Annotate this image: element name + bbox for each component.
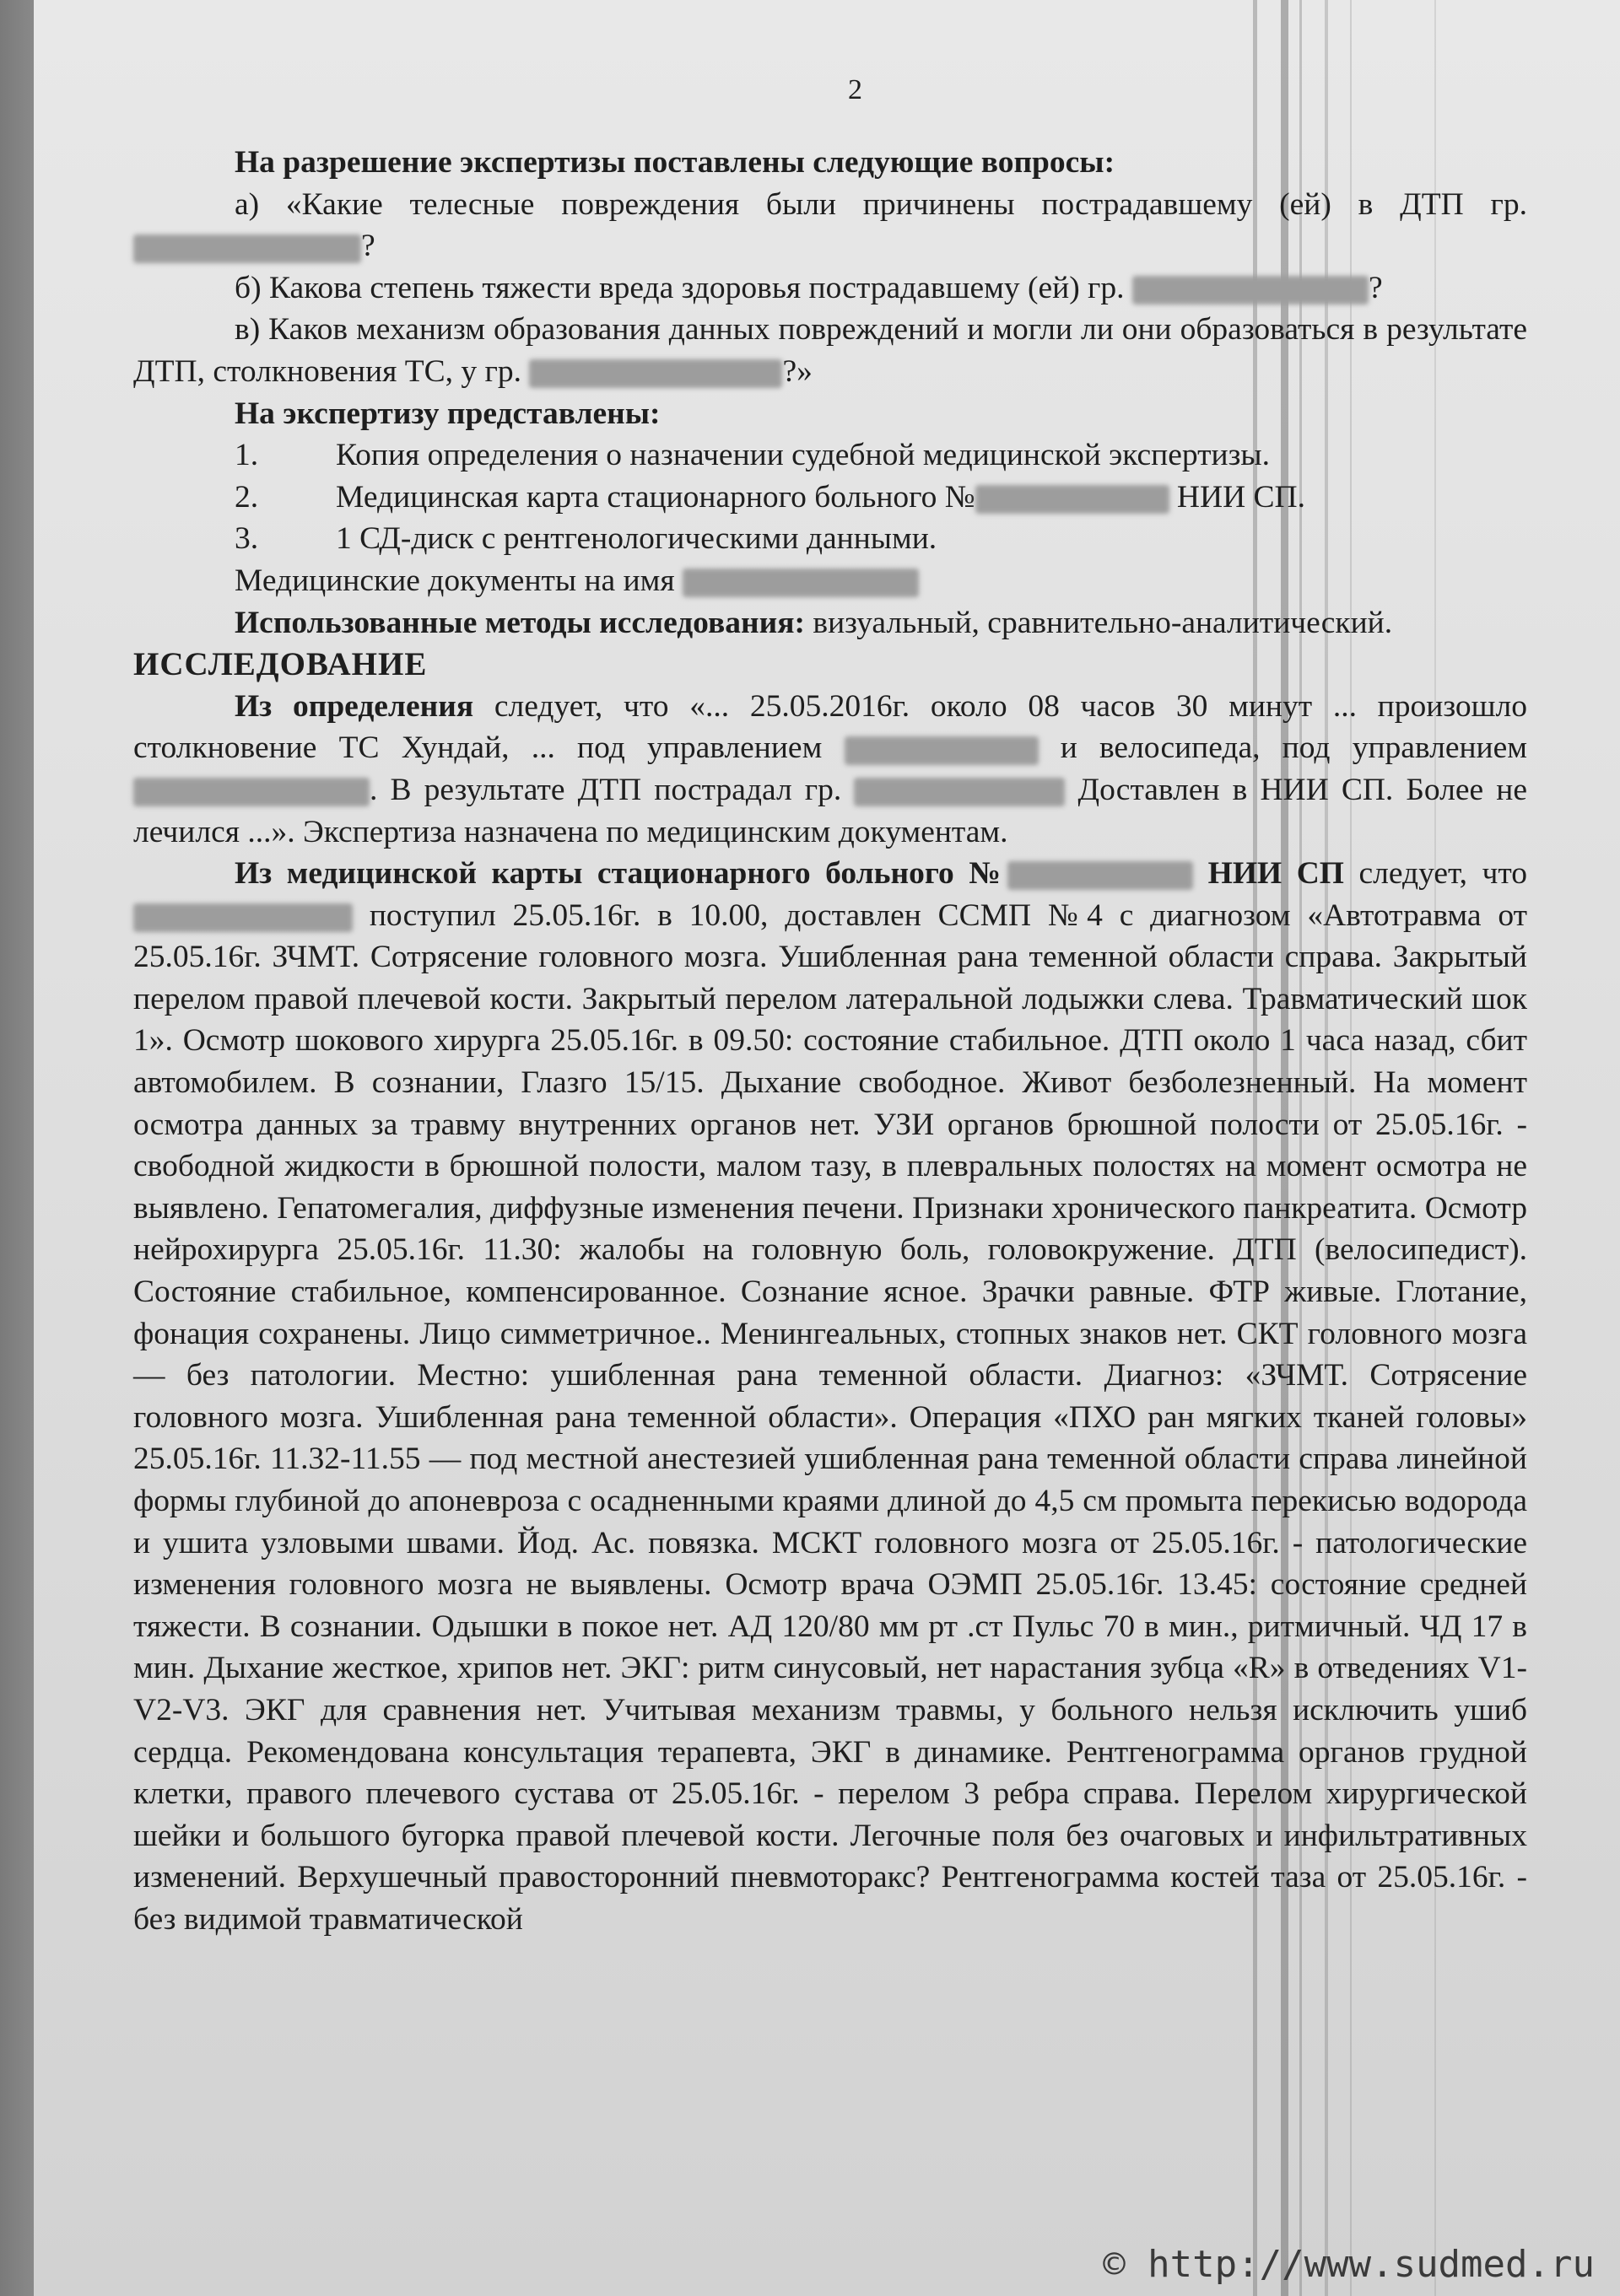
determination-text-1: следует, что «... 25.05.2016г. около 08 часов 30 минут ... произошло столкновение ТС Хундай, ... под управлением bbox=[133, 688, 1527, 766]
questions-heading: На разрешение экспертизы поставлены следующие вопросы: bbox=[235, 145, 1115, 180]
list-item-number: 3. bbox=[235, 521, 259, 557]
redacted-name bbox=[529, 359, 782, 388]
determination-paragraph bbox=[133, 686, 1527, 853]
question-b-end: ? bbox=[1368, 270, 1383, 305]
list-item bbox=[133, 518, 1527, 560]
methods-label: Использованные методы исследования: bbox=[235, 605, 805, 640]
question-a-text: а) «Какие телесные повреждения были причинены пострадавшему (ей) в ДТП гр. bbox=[235, 186, 1527, 222]
redacted-name bbox=[1132, 276, 1369, 305]
documents-owner-text: Медицинские документы на имя bbox=[235, 563, 675, 598]
question-b bbox=[133, 267, 1527, 310]
document-body bbox=[133, 142, 1527, 1941]
redacted-name bbox=[854, 778, 1065, 806]
redacted-number bbox=[1007, 861, 1193, 890]
methods-paragraph bbox=[133, 602, 1527, 644]
determination-text-3: . В результате ДТП пострадал гр. bbox=[370, 772, 842, 807]
redacted-name bbox=[845, 736, 1039, 765]
determination-text-2: и велосипеда, под управлением bbox=[1060, 730, 1527, 766]
determination-label: Из определения bbox=[235, 688, 474, 724]
question-c-end: ?» bbox=[782, 353, 813, 389]
medical-card-text-1: следует, что bbox=[1358, 856, 1527, 892]
medical-card-paragraph bbox=[133, 853, 1527, 1940]
watermark: © http://www.sudmed.ru bbox=[1103, 2243, 1595, 2286]
list-item-text-suffix: НИИ СП. bbox=[1169, 479, 1305, 515]
determination-text-4: Доставлен в НИИ СП. Более не лечился ...». Экспертиза назначена по медицинским документам. bbox=[133, 772, 1528, 849]
redacted-name bbox=[133, 234, 361, 263]
question-b-text: б) Какова степень тяжести вреда здоровья пострадавшему (ей) гр. bbox=[235, 270, 1125, 305]
list-item-text bbox=[336, 477, 1527, 519]
redacted-name bbox=[133, 778, 370, 806]
medical-card-label: Из медицинской карты стационарного больного № bbox=[235, 856, 1008, 892]
list-item-text: 1 СД-диск с рентгенологическими данными. bbox=[336, 521, 937, 557]
documents-owner bbox=[133, 560, 1527, 602]
question-c-text: в) Каков механизм образования данных повреждений и могли ли они образоваться в результате ДТП, столкновения ТС, у гр. bbox=[133, 312, 1527, 389]
presented-heading: На экспертизу представлены: bbox=[235, 396, 661, 431]
list-item-number: 2. bbox=[235, 479, 259, 515]
list-item bbox=[133, 477, 1527, 519]
list-item-text-main: Медицинская карта стационарного больного № bbox=[336, 479, 975, 515]
research-heading: ИССЛЕДОВАНИЕ bbox=[133, 646, 428, 683]
redacted-number bbox=[975, 485, 1169, 514]
medical-card-text-2: поступил 25.05.16г. в 10.00, доставлен ССМП №4 с диагнозом «Автотравма от 25.05.16г. ЗЧМТ. Сотрясение головного мозга. Ушибленная рана теменной области справа. Закрытый перелом правой плечевой кости. Закрытый перелом латеральной лодыжки слева. Травматический шок 1». Осмотр шокового хирурга 25.05.16г. в 09.50: состояние стабильное. ДТП около 1 часа назад, сбит автомобилем. В сознании, Глазго 15/15. Дыхание свободное. Живот безболезненный. На момент осмотра данных за травму внутренних органов нет. УЗИ органов брюшной полости от 25.05.16г. - свободной жидкости в брюшной полости, малом тазу, в плевральных полостях на момент осмотра не выявлено. Гепатомегалия, диффузные изменения печени. Признаки хронического панкреатита. Осмотр нейрохирурга 25.05.16г. 11.30: жалобы на головную боль, головокружение. ДТП (велосипедист). Состояние стабильное, компенсированное. Сознание ясное. Зрачки равные. ФТР живые. Глотание, фонация сохранены. Лицо симметричное.. Менингеальных, стопных знаков нет. СКТ головного мозга — без патологии. Местно: ушибленная рана теменной области. Диагноз: «ЗЧМТ. Сотрясение головного мозга. Ушибленная рана теменной области». Операция «ПХО ран мягких тканей головы» 25.05.16г. 11.32-11.55 — под местной анестезией ушибленная рана теменной области справа линейной формы глубиной до апоневроза с осадненными краями длиной до 4,5 см промыта перекисью водорода и ушита узловыми швами. Йод. Ас. повязка. МСКТ головного мозга от 25.05.16г. - патологические изменения головного мозга не выявлены. Осмотр врача ОЭМП 25.05.16г. 13.45: состояние средней тяжести. В сознании. Одышки в покое нет. АД 120/80 мм рт .ст Пульс 70 в мин., ритмичный. ЧД 17 в мин. Дыхание жесткое, хрипов нет. ЭКГ: ритм синусовый, нет нарастания зубца «R» в отведениях V1-V2-V3. ЭКГ для сравнения нет. Учитывая механизм травмы, у больного нельзя исключить ушиб сердца. Рекомендована консультация терапевта, ЭКГ в динамике. Рентгенограмма органов грудной клетки, правого плечевого сустава от 25.05.16г. - перелом 3 ребра справа. Перелом хирургической шейки и большого бугорка правой плечевой кости. Легочные поля без очаговых и инфильтративных изменений. Верхушечный правосторонний пневмоторакс? Рентгенограмма костей таза от 25.05.16г. - без видимой травматической bbox=[133, 897, 1528, 1937]
question-a-end: ? bbox=[361, 229, 375, 264]
question-c bbox=[133, 309, 1527, 392]
redacted-name bbox=[683, 569, 919, 597]
medical-card-label-suffix: НИИ СП bbox=[1207, 856, 1344, 892]
methods-text: визуальный, сравнительно-аналитический. bbox=[813, 605, 1393, 640]
list-item-number: 1. bbox=[235, 438, 259, 473]
redacted-name bbox=[133, 903, 353, 932]
list-item bbox=[133, 434, 1527, 477]
list-item-text: Копия определения о назначении судебной медицинской экспертизы. bbox=[336, 438, 1270, 473]
question-a bbox=[133, 184, 1527, 267]
page-number: 2 bbox=[848, 74, 862, 105]
